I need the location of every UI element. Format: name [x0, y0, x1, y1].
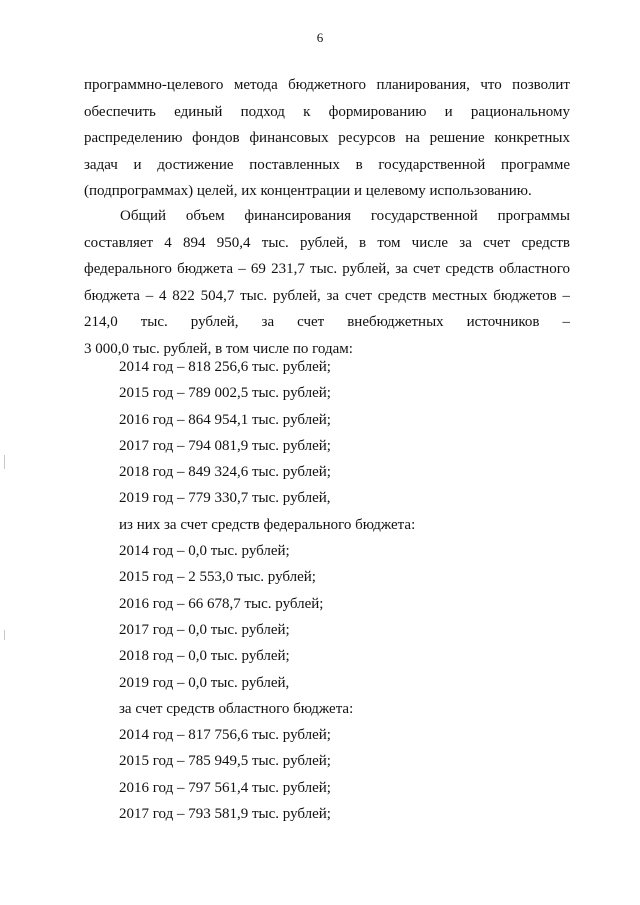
paragraph-line: задач и достижение поставленных в государственной программе: [84, 156, 570, 173]
list-item: 2017 год – 794 081,9 тыс. рублей;: [119, 437, 331, 454]
list-item: 2018 год – 0,0 тыс. рублей;: [119, 648, 290, 665]
paragraph-line: составляет 4 894 950,4 тыс. рублей, в том числе за счет средств: [84, 234, 570, 251]
list-item: 2016 год – 864 954,1 тыс. рублей;: [119, 411, 331, 428]
list-item: 2015 год – 789 002,5 тыс. рублей;: [119, 385, 331, 402]
list-item: 2016 год – 797 561,4 тыс. рублей;: [119, 779, 331, 796]
list-item: 2014 год – 818 256,6 тыс. рублей;: [119, 359, 331, 375]
paragraph-line: (подпрограммах) целей, их концентрации и целевому использованию.: [84, 183, 532, 199]
list-item: 2019 год – 779 330,7 тыс. рублей,: [119, 490, 331, 507]
paragraph-total-funding: [84, 203, 570, 362]
paragraph-line: обеспечить единый подход к формированию и рациональному: [84, 103, 570, 120]
paragraph-funding-method: [84, 72, 570, 205]
list-item: 2018 год – 849 324,6 тыс. рублей;: [119, 464, 331, 481]
funding-by-year-list: [119, 354, 579, 827]
list-item: 2015 год – 785 949,5 тыс. рублей;: [119, 753, 331, 770]
list-item: за счет средств областного бюджета:: [119, 700, 354, 717]
list-item: 2017 год – 793 581,9 тыс. рублей;: [119, 806, 331, 823]
list-item: из них за счет средств федерального бюджета:: [119, 516, 416, 533]
list-item: 2017 год – 0,0 тыс. рублей;: [119, 621, 290, 638]
list-item: 2015 год – 2 553,0 тыс. рублей;: [119, 569, 316, 586]
paragraph-line: 214,0 тыс. рублей, за счет внебюджетных источников –: [84, 314, 570, 330]
scan-edge-mark: [4, 630, 5, 640]
list-item: 2014 год – 0,0 тыс. рублей;: [119, 543, 290, 560]
paragraph-line: бюджета – 4 822 504,7 тыс. рублей, за счет средств местных бюджетов –: [84, 287, 570, 304]
paragraph-line: программно-целевого метода бюджетного планирования, что позволит: [84, 77, 570, 93]
scan-edge-mark: [4, 455, 5, 469]
paragraph-line: Общий объем финансирования государственной программы: [120, 208, 570, 224]
paragraph-line: 3 000,0 тыс. рублей, в том числе по годам:: [84, 340, 353, 357]
list-item: 2016 год – 66 678,7 тыс. рублей;: [119, 595, 324, 612]
list-item: 2014 год – 817 756,6 тыс. рублей;: [119, 727, 331, 744]
paragraph-line: распределению фондов финансовых ресурсов на решение конкретных: [84, 130, 570, 146]
page-number: 6: [316, 30, 324, 45]
paragraph-line: федерального бюджета – 69 231,7 тыс. рублей, за счет средств областного: [84, 261, 570, 277]
list-item: 2019 год – 0,0 тыс. рублей,: [119, 674, 290, 691]
